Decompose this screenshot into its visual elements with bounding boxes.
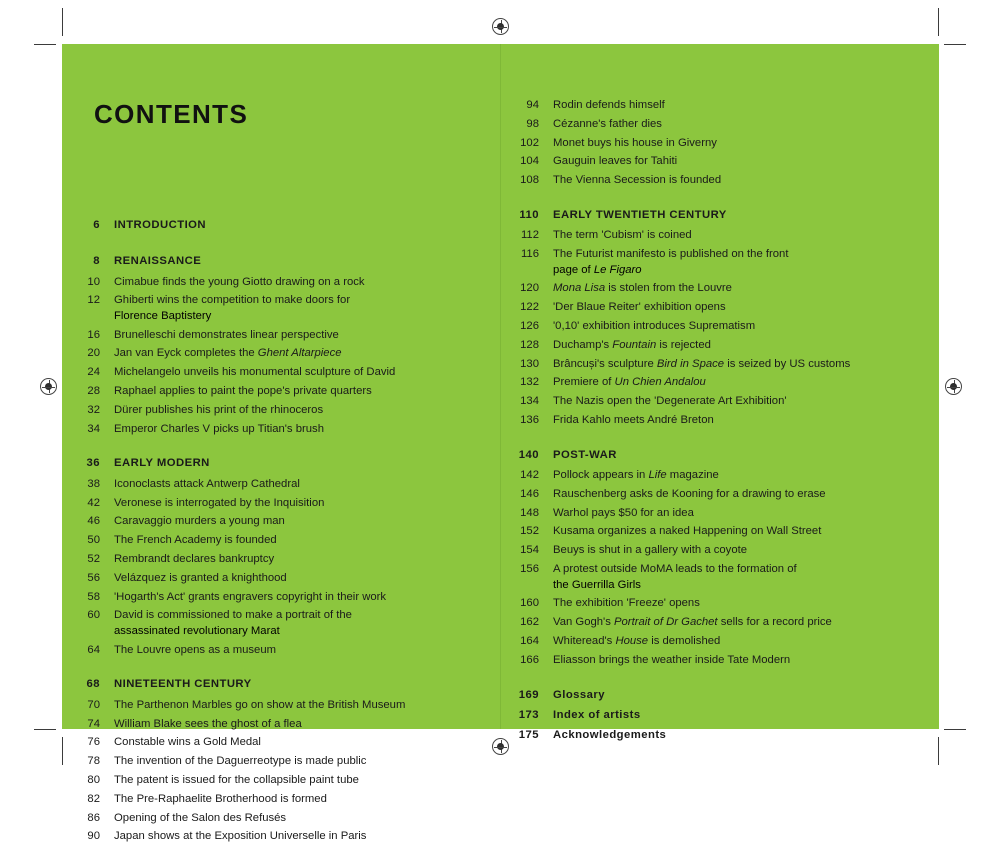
toc-entry[interactable] (62, 424, 500, 435)
section-spacer (501, 194, 939, 210)
toc-entry[interactable] (62, 794, 500, 805)
toc-entry-label: Rodin defends himself (553, 99, 665, 111)
toc-entry-label: The invention of the Daguerreotype is made public (114, 755, 367, 768)
toc-page-number: 82 (87, 792, 100, 805)
toc-page-number: 154 (520, 544, 539, 557)
toc-entry[interactable] (62, 535, 500, 546)
toc-page-number: 148 (520, 506, 539, 519)
toc-page-number: 94 (526, 99, 539, 111)
toc-entry[interactable] (501, 564, 939, 575)
toc-left-column (62, 44, 500, 850)
toc-page-number: 56 (87, 571, 100, 584)
toc-entry[interactable] (62, 277, 500, 288)
toc-entry-label: EARLY TWENTIETH CENTURY (553, 208, 727, 221)
toc-page-number: 10 (87, 275, 100, 288)
toc-entry-label: The Louvre opens as a museum (114, 643, 277, 656)
toc-section-heading[interactable] (62, 458, 500, 469)
toc-entry-label: Glossary (553, 688, 605, 701)
toc-entry-label: Beuys is shut in a gallery with a coyote (553, 544, 748, 557)
toc-entry[interactable] (501, 138, 939, 149)
toc-entry-label: Frida Kahlo meets André Breton (553, 413, 714, 426)
toc-entry-label: William Blake sees the ghost of a flea (114, 717, 302, 730)
toc-entry-label: Emperor Charles V picks up Titian's brush (114, 422, 324, 435)
toc-entry[interactable] (501, 340, 939, 351)
toc-entry-label: Rembrandt declares bankruptcy (114, 552, 275, 565)
toc-entry-label: Iconoclasts attack Antwerp Cathedral (114, 477, 300, 490)
toc-entry[interactable] (501, 489, 939, 500)
toc-entry-continuation: page of Le Figaro (553, 263, 642, 276)
toc-entry-label: Gauguin leaves for Tahiti (553, 155, 678, 168)
section-spacer (62, 663, 500, 679)
toc-entry-label: The Parthenon Marbles go on show at the British Museum (114, 698, 406, 711)
toc-page-number: 34 (87, 422, 100, 435)
toc-page-number: 166 (520, 653, 539, 666)
toc-section-heading[interactable] (62, 679, 500, 690)
toc-section-heading[interactable] (501, 210, 939, 221)
toc-entry-label: Japan shows at the Exposition Universelle in Paris (114, 830, 367, 843)
toc-section-heading[interactable] (501, 690, 939, 701)
toc-entry-label: '0,10' exhibition introduces Suprematism (553, 319, 756, 332)
toc-entry[interactable] (62, 516, 500, 527)
toc-page-number: 156 (520, 563, 539, 576)
toc-page-number: 80 (87, 773, 100, 786)
toc-entry[interactable] (62, 330, 500, 341)
toc-entry-label: Veronese is interrogated by the Inquisition (114, 496, 325, 509)
toc-page-number: 32 (87, 403, 100, 416)
toc-page-number: 175 (518, 729, 539, 742)
toc-page-number: 110 (519, 208, 539, 221)
toc-entry[interactable] (501, 100, 939, 111)
toc-entry[interactable] (62, 295, 500, 306)
toc-page-number: 6 (93, 219, 100, 231)
toc-entry[interactable] (501, 526, 939, 537)
toc-entry[interactable] (501, 321, 939, 332)
toc-page-number: 169 (518, 688, 539, 701)
toc-entry-label: Warhol pays $50 for an idea (553, 506, 694, 519)
toc-page-number: 152 (520, 525, 539, 538)
toc-entry-label: Duchamp's Fountain is rejected (553, 338, 711, 351)
toc-page-number: 112 (520, 229, 539, 242)
toc-entry-label: EARLY MODERN (114, 457, 210, 470)
toc-entry-label: INTRODUCTION (114, 219, 207, 231)
page-title: CONTENTS (94, 99, 249, 129)
toc-entry[interactable] (501, 636, 939, 647)
crop-mark (62, 8, 63, 36)
toc-section-heading[interactable] (501, 710, 939, 721)
left-page (62, 44, 500, 843)
toc-entry[interactable] (62, 386, 500, 397)
toc-section-heading[interactable] (501, 450, 939, 461)
toc-entry-label: The exhibition 'Freeze' opens (553, 597, 700, 610)
toc-entry-label: 'Hogarth's Act' grants engravers copyright in their work (114, 590, 387, 603)
toc-entry-label: The Vienna Secession is founded (553, 174, 722, 187)
toc-entry[interactable] (62, 719, 500, 730)
crop-mark (944, 44, 966, 45)
toc-page-number: 74 (87, 717, 100, 730)
toc-entry[interactable] (501, 396, 939, 407)
toc-page-number: 78 (87, 755, 100, 768)
toc-entry-label: Constable wins a Gold Medal (114, 736, 261, 749)
toc-entry-label: Dürer publishes his print of the rhinoceros (114, 403, 324, 416)
toc-entry[interactable] (62, 645, 500, 656)
toc-entry-label: Jan van Eyck completes the Ghent Altarpiece (114, 347, 342, 360)
toc-entry-label: Premiere of Un Chien Andalou (553, 376, 706, 389)
toc-entry-label: The Futurist manifesto is published on the front (553, 248, 789, 261)
toc-entry-label: Michelangelo unveils his monumental sculpture of David (114, 366, 396, 379)
toc-page-number: 140 (518, 448, 539, 461)
toc-entry[interactable] (501, 283, 939, 294)
crop-mark (34, 729, 56, 730)
crop-mark (34, 44, 56, 45)
toc-entry-label: Mona Lisa is stolen from the Louvre (553, 282, 732, 295)
toc-page-number: 134 (520, 395, 539, 408)
toc-page-number: 98 (526, 117, 539, 130)
toc-entry-label: Cézanne's father dies (553, 117, 662, 130)
toc-entry[interactable] (62, 348, 500, 359)
right-page (501, 44, 939, 742)
toc-entry[interactable] (501, 156, 939, 167)
toc-page-number: 24 (87, 366, 100, 379)
toc-page-number: 173 (518, 708, 539, 721)
toc-entry[interactable] (62, 554, 500, 565)
toc-entry[interactable] (62, 700, 500, 711)
toc-entry-label: Index of artists (553, 708, 641, 721)
toc-page-number: 136 (520, 413, 539, 426)
toc-entry-label: Monet buys his house in Giverny (553, 136, 717, 149)
toc-entry[interactable] (62, 498, 500, 509)
toc-entry[interactable] (62, 610, 500, 621)
toc-page-number: 162 (520, 616, 539, 629)
toc-page-number: 64 (87, 643, 100, 656)
toc-entry-label: Velázquez is granted a knighthood (114, 571, 287, 584)
toc-page-number: 102 (520, 136, 539, 149)
toc-page-number: 122 (520, 301, 539, 314)
section-spacer (501, 434, 939, 450)
toc-entry[interactable] (62, 756, 500, 767)
toc-page-number: 130 (520, 357, 539, 370)
toc-page-number: 42 (87, 496, 100, 509)
toc-entry[interactable] (501, 655, 939, 666)
toc-entry[interactable] (62, 573, 500, 584)
toc-entry[interactable] (501, 175, 939, 186)
toc-page-number: 120 (520, 282, 539, 295)
toc-entry-label: Brunelleschi demonstrates linear perspective (114, 328, 339, 341)
toc-page-number: 132 (520, 376, 539, 389)
toc-entry[interactable] (501, 415, 939, 426)
toc-entry[interactable] (501, 377, 939, 388)
toc-entry-label: Opening of the Salon des Refusés (114, 811, 287, 824)
toc-entry-label: NINETEENTH CENTURY (114, 678, 252, 691)
toc-page-number: 108 (520, 174, 539, 187)
toc-page-number: 146 (520, 487, 539, 500)
toc-entry[interactable] (501, 617, 939, 628)
registration-mark-left (40, 378, 57, 395)
toc-page-number: 46 (87, 515, 100, 528)
toc-entry-label: Whiteread's House is demolished (553, 634, 721, 647)
toc-page-number: 76 (87, 736, 100, 749)
toc-page-number: 52 (87, 552, 100, 565)
registration-mark-top (492, 18, 509, 35)
toc-page-number: 86 (87, 811, 100, 824)
toc-entry-label: Acknowledgements (553, 729, 667, 742)
crop-mark (944, 729, 966, 730)
toc-page-number: 160 (520, 597, 539, 610)
toc-entry-continuation: the Guerrilla Girls (553, 578, 641, 591)
toc-entry[interactable] (62, 775, 500, 786)
toc-entry-label: Van Gogh's Portrait of Dr Gachet sells for a record price (553, 616, 832, 629)
section-spacer (501, 674, 939, 690)
toc-entry[interactable] (62, 592, 500, 603)
toc-page-number: 126 (520, 319, 539, 332)
toc-page-number: 8 (93, 255, 100, 268)
toc-entry-label: The Pre-Raphaelite Brotherhood is formed (114, 792, 327, 805)
toc-entry[interactable] (501, 359, 939, 370)
toc-entry-label: Rauschenberg asks de Kooning for a drawing to erase (553, 487, 826, 500)
toc-page-number: 90 (87, 830, 100, 843)
registration-mark-right (945, 378, 962, 395)
toc-entry-label: Pollock appears in Life magazine (553, 469, 719, 482)
toc-page-number: 50 (87, 534, 100, 547)
toc-section-heading[interactable] (62, 220, 500, 231)
toc-entry-label: 'Der Blaue Reiter' exhibition opens (553, 301, 726, 314)
toc-entry-label: Ghiberti wins the competition to make doors for (114, 294, 351, 307)
toc-page-number: 36 (86, 457, 100, 470)
toc-entry-continuation: assassinated revolutionary Marat (114, 625, 280, 638)
toc-entry-label: Eliasson brings the weather inside Tate Modern (553, 653, 791, 666)
toc-entry[interactable] (501, 598, 939, 609)
toc-page-number: 12 (87, 294, 100, 307)
toc-entry[interactable] (62, 405, 500, 416)
contents-spread (62, 44, 939, 843)
toc-page-number: 20 (87, 347, 100, 360)
toc-entry[interactable] (501, 230, 939, 241)
toc-entry-label: A protest outside MoMA leads to the formation of (553, 563, 797, 576)
toc-entry[interactable] (62, 813, 500, 824)
toc-entry-label: Raphael applies to paint the pope's private quarters (114, 385, 372, 398)
toc-page-number: 28 (87, 385, 100, 398)
toc-entry-label: RENAISSANCE (114, 255, 202, 268)
toc-entry-label: The patent is issued for the collapsible paint tube (114, 773, 359, 786)
toc-page-number: 58 (87, 590, 100, 603)
crop-mark (938, 8, 939, 36)
toc-page-number: 128 (520, 338, 539, 351)
toc-entry-continuation: Florence Baptistery (114, 310, 212, 323)
toc-entry[interactable] (62, 831, 500, 842)
toc-right-column (501, 44, 939, 750)
toc-entry[interactable] (501, 119, 939, 130)
toc-page-number: 142 (520, 469, 539, 482)
toc-entry[interactable] (501, 508, 939, 519)
toc-page-number: 164 (520, 634, 539, 647)
toc-page-number: 16 (87, 328, 100, 341)
toc-entry-label: Caravaggio murders a young man (114, 515, 285, 528)
toc-entry-label: The Nazis open the 'Degenerate Art Exhibition' (553, 395, 787, 408)
toc-entry-label: Kusama organizes a naked Happening on Wall Street (553, 525, 822, 538)
toc-entry-label: POST-WAR (553, 448, 617, 461)
toc-entry[interactable] (62, 737, 500, 748)
toc-entry[interactable] (501, 545, 939, 556)
toc-entry-label: The French Academy is founded (114, 534, 277, 547)
toc-entry-label: Cimabue finds the young Giotto drawing on a rock (114, 275, 365, 288)
toc-section-heading[interactable] (501, 730, 939, 741)
toc-entry[interactable] (501, 470, 939, 481)
toc-entry[interactable] (62, 479, 500, 490)
toc-page-number: 38 (87, 477, 100, 490)
toc-entry[interactable] (62, 367, 500, 378)
toc-entry-label: The term 'Cubism' is coined (553, 229, 692, 242)
toc-page-number: 68 (86, 678, 100, 691)
toc-page-number: 60 (87, 609, 100, 622)
toc-section-heading[interactable] (62, 256, 500, 267)
toc-entry-label: David is commissioned to make a portrait of the (114, 609, 352, 622)
section-spacer (62, 442, 500, 458)
section-spacer (62, 240, 500, 256)
toc-entry[interactable] (501, 302, 939, 313)
toc-page-number: 116 (520, 248, 539, 261)
toc-entry-label: Brâncuși's sculpture Bird in Space is seized by US customs (553, 357, 851, 370)
toc-page-number: 104 (520, 155, 539, 168)
toc-entry[interactable] (501, 249, 939, 260)
toc-page-number: 70 (87, 698, 100, 711)
